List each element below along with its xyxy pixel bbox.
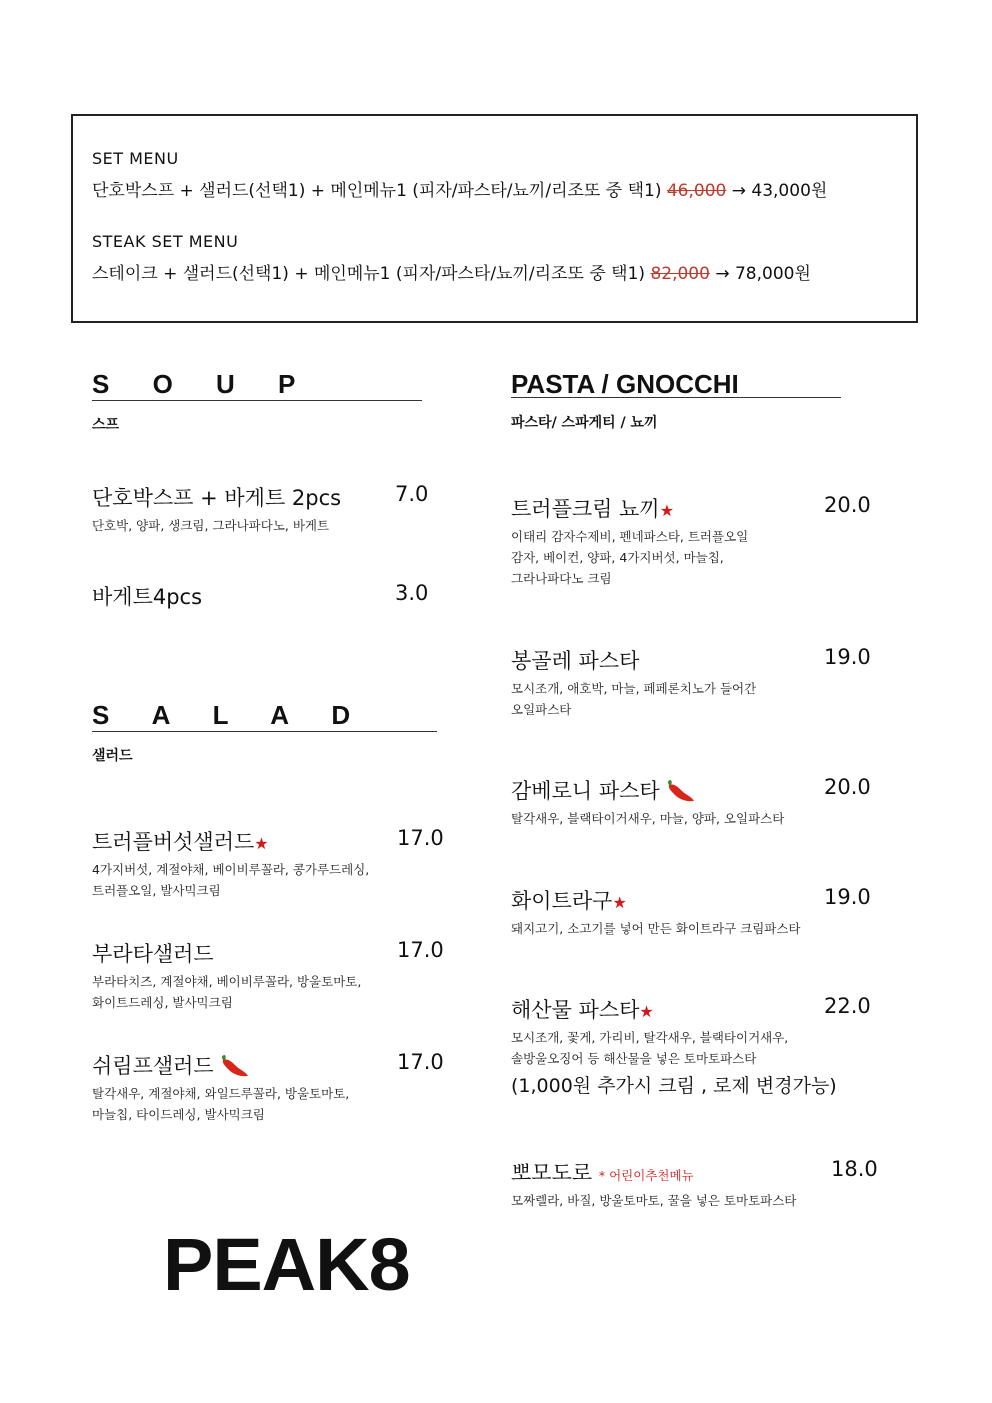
pasta-item-label: 해산물 파스타 — [511, 998, 640, 1022]
soup-subtitle: 스프 — [92, 417, 120, 433]
salad-item-desc: 4가지버섯, 계절야채, 베이비루꼴라, 콩가루드레싱, — [92, 862, 370, 877]
salad-title: S A L A D — [92, 700, 351, 730]
salad-item-label: 쉬림프샐러드 — [92, 1054, 214, 1078]
steak-set-description: 스테이크 + 샐러드(선택1) + 메인메뉴1 (피자/파스타/뇨끼/리조또 중 택1) — [92, 264, 646, 284]
set-menu-new-price: → 43,000원 — [731, 181, 828, 201]
peak8-logo: PEAK8 — [163, 1223, 410, 1306]
salad-divider — [92, 731, 437, 732]
pasta-item-desc: 솔방울오징어 등 해산물을 넣은 토마토파스타 — [511, 1051, 757, 1066]
soup-item-name: 바게트4pcs — [92, 585, 203, 609]
set-menu-description: 단호박스프 + 샐러드(선택1) + 메인메뉴1 (피자/파스타/뇨끼/리조또 중 택1) — [92, 181, 662, 201]
pasta-item-price: 20.0 — [824, 493, 871, 517]
pasta-item-desc: 이태리 감자수제비, 펜네파스타, 트러플오일 — [511, 529, 749, 544]
soup-item-price: 3.0 — [395, 581, 429, 605]
salad-item-desc: 부라타치즈, 계절야채, 베이비루꼴라, 방울토마토, — [92, 974, 362, 989]
pasta-item-name — [511, 1157, 694, 1187]
star-icon: ★ — [639, 1002, 654, 1021]
salad-subtitle: 샐러드 — [92, 748, 133, 764]
set-menu-title: SET MENU — [92, 149, 179, 168]
salad-item-price: 17.0 — [397, 938, 444, 962]
star-icon: ★ — [659, 501, 675, 520]
pasta-item-desc: 감자, 베이컨, 양파, 4가지버섯, 마늘칩, — [511, 550, 724, 565]
salad-item-price: 17.0 — [397, 826, 444, 850]
salad-item-name: 부라타샐러드 — [92, 942, 214, 966]
pasta-item-name — [511, 493, 674, 523]
chili-pepper-icon — [666, 779, 696, 805]
pasta-item-note: (1,000원 추가시 크림 , 로제 변경가능) — [511, 1075, 837, 1097]
pasta-item-desc: 오일파스타 — [511, 702, 572, 717]
pasta-item-desc: 탈각새우, 블랙타이거새우, 마늘, 양파, 오일파스타 — [511, 811, 785, 826]
pasta-subtitle: 파스타/ 스파게티 / 뇨끼 — [511, 415, 658, 431]
pasta-item-name — [511, 994, 654, 1024]
star-icon: ★ — [612, 893, 627, 912]
pasta-title: PASTA / GNOCCHI — [511, 369, 739, 399]
pasta-item-desc: 그라나파다노 크림 — [511, 571, 612, 586]
steak-set-old-price: 82,000 — [650, 264, 710, 284]
salad-item-desc: 탈각새우, 계절야채, 와일드루꼴라, 방울토마토, — [92, 1086, 350, 1101]
pasta-item-price: 18.0 — [831, 1157, 878, 1181]
pasta-item-price: 19.0 — [824, 885, 871, 909]
pasta-item-label: 화이트라구 — [511, 889, 613, 913]
salad-item-price: 17.0 — [397, 1050, 444, 1074]
pasta-item-price: 19.0 — [824, 645, 871, 669]
pasta-item-name — [511, 885, 627, 915]
kids-recommend-badge: * 어린이추천메뉴 — [598, 1168, 694, 1183]
soup-item-price: 7.0 — [395, 482, 429, 506]
salad-item-label: 트러플버섯샐러드 — [92, 830, 255, 854]
pasta-item-label: 트러플크림 뇨끼 — [511, 497, 660, 521]
soup-divider — [92, 400, 422, 401]
chili-pepper-icon — [220, 1054, 250, 1080]
set-menu-old-price: 46,000 — [666, 181, 727, 201]
salad-item-name — [92, 826, 269, 856]
salad-item-desc: 트러플오일, 발사믹크림 — [92, 883, 221, 898]
pasta-item-name — [511, 775, 696, 805]
star-icon: ★ — [254, 834, 269, 853]
salad-item-desc: 마늘칩, 타이드레싱, 발사믹크림 — [92, 1107, 265, 1122]
pasta-item-desc: 모시조개, 애호박, 마늘, 페페론치노가 들어간 — [511, 681, 757, 696]
salad-item-desc: 화이트드레싱, 발사믹크림 — [92, 995, 233, 1010]
steak-set-menu-line — [92, 259, 811, 284]
pasta-item-label: 뽀모도로 — [511, 1161, 593, 1185]
pasta-item-desc: 돼지고기, 소고기를 넣어 만든 화이트라구 크림파스타 — [511, 921, 801, 936]
steak-set-menu-title: STEAK SET MENU — [92, 232, 239, 251]
pasta-item-desc: 모시조개, 꽃게, 가리비, 탈각새우, 블랙타이거새우, — [511, 1030, 789, 1045]
soup-item-desc: 단호박, 양파, 생크림, 그라나파다노, 바게트 — [92, 518, 330, 533]
pasta-item-label: 감베로니 파스타 — [511, 779, 660, 803]
pasta-item-name: 봉골레 파스타 — [511, 649, 640, 673]
set-menu-box — [71, 114, 918, 323]
soup-title: S O U P — [92, 369, 296, 399]
salad-item-name — [92, 1050, 250, 1080]
pasta-item-desc: 모짜렐라, 바질, 방울토마토, 꿀을 넣은 토마토파스타 — [511, 1193, 797, 1208]
soup-item-name: 단호박스프 + 바게트 2pcs — [92, 486, 342, 510]
set-menu-line — [92, 176, 827, 201]
steak-set-new-price: → 78,000원 — [715, 264, 811, 284]
pasta-divider — [511, 397, 841, 398]
pasta-item-price: 20.0 — [824, 775, 871, 799]
pasta-item-price: 22.0 — [824, 994, 871, 1018]
